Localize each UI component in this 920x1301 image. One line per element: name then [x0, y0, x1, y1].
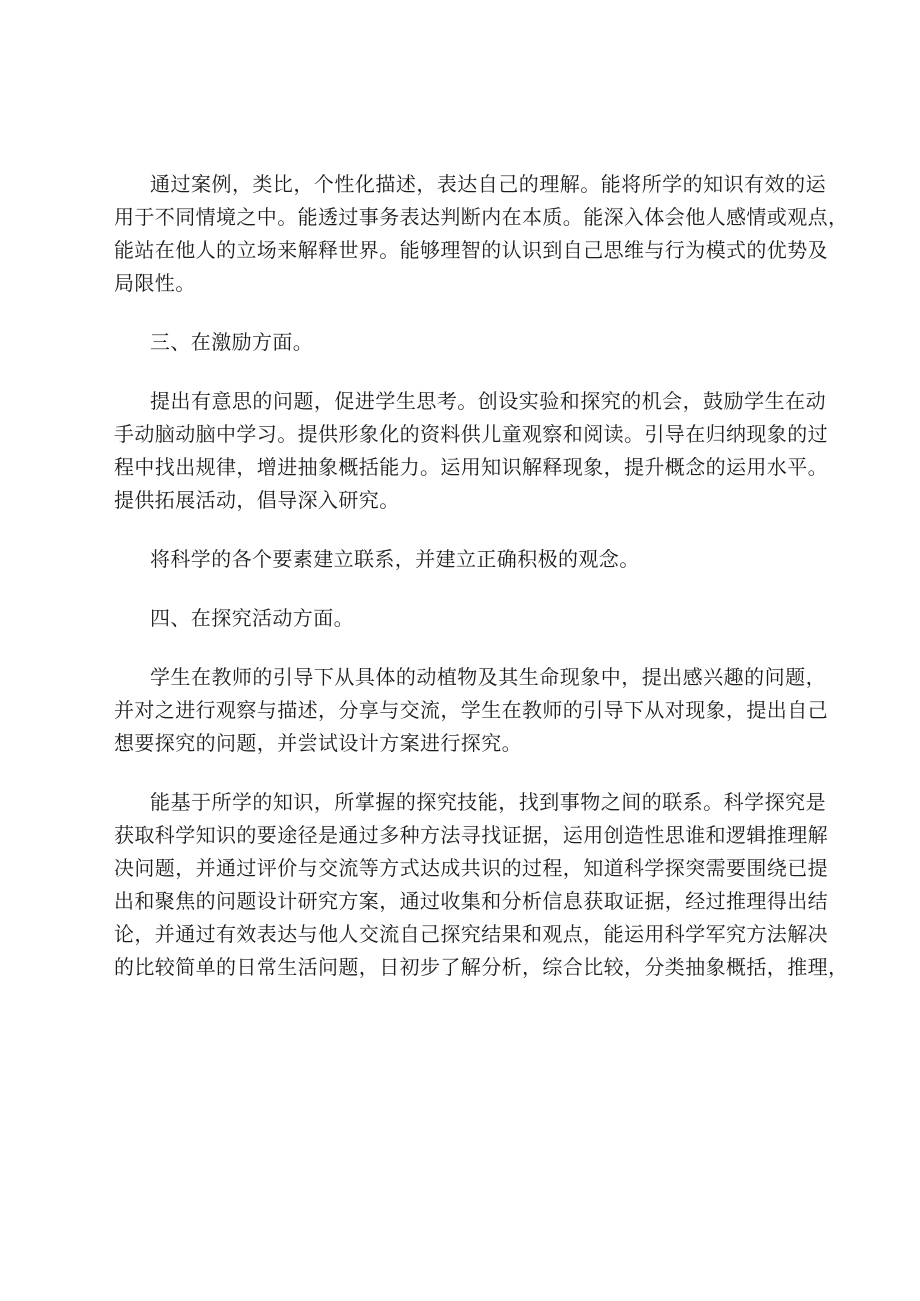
text-line: 四、在探究活动方面。 — [150, 606, 354, 630]
text-line: 局限性。 — [114, 271, 196, 295]
paragraph-inquiry-observation — [114, 661, 826, 760]
text-line: 学生在教师的引导下从具体的动植物及其生命现象中，提出感兴趣的问题， — [150, 665, 826, 689]
paragraph-understanding — [114, 168, 849, 300]
text-line: 论，并通过有效表达与他人交流自己探究结果和观点，能运用科学军究方法解决 — [114, 922, 828, 946]
text-line: 想要探究的问题，并尝试设计方案进行探究。 — [114, 731, 522, 755]
text-line: 并对之进行观察与描述，分享与交流，学生在教师的引导下从对现象，提出自己 — [114, 698, 828, 722]
paragraph-connections — [114, 543, 826, 576]
text-line: 能基于所学的知识，所掌握的探究技能，找到事物之间的联系。科学探究是 — [150, 790, 826, 814]
text-line: 三、在激励方面。 — [150, 330, 314, 354]
text-line: 程中找出规律，增进抽象概括能力。运用知识解释现象，提升概念的运用水平。 — [114, 455, 828, 479]
text-line: 的比较简单的日常生活问题，日初步了解分析，综合比较，分类抽象概括，推理， — [114, 955, 849, 979]
paragraph-motivation — [114, 385, 826, 517]
text-line: 通过案例，类比，个性化描述，表达自己的理解。能将所学的知识有效的运 — [150, 172, 826, 196]
document-body — [114, 168, 849, 984]
heading-inquiry — [114, 602, 826, 635]
text-line: 能站在他人的立场来解释世界。能够理智的认识到自己思维与行为模式的优势及 — [114, 238, 828, 262]
text-line: 提供拓展活动，倡导深入研究。 — [114, 488, 400, 512]
heading-motivation — [114, 326, 826, 359]
text-line: 用于不同情境之中。能透过事务表达判断内在本质。能深入体会他人感情或观点， — [114, 205, 849, 229]
text-line: 提出有意思的问题，促进学生思考。创设实验和探究的机会，鼓励学生在动 — [150, 389, 826, 413]
text-line: 手动脑动脑中学习。提供形象化的资料供儿童观察和阅读。引导在归纳现象的过 — [114, 422, 828, 446]
text-line: 出和聚焦的问题设计研究方案，通过收集和分析信息获取证据，经过推理得出结 — [114, 889, 828, 913]
text-line: 决问题，并通过评价与交流等方式达成共识的过程，知道科学探突需要围绕已提 — [114, 856, 828, 880]
text-line: 获取科学知识的要途径是通过多种方法寻找证据，运用创造性思谁和逻辑推理解 — [114, 823, 828, 847]
paragraph-inquiry-methods — [114, 786, 849, 984]
text-line: 将科学的各个要素建立联系，并建立正确积极的观念。 — [150, 547, 640, 571]
